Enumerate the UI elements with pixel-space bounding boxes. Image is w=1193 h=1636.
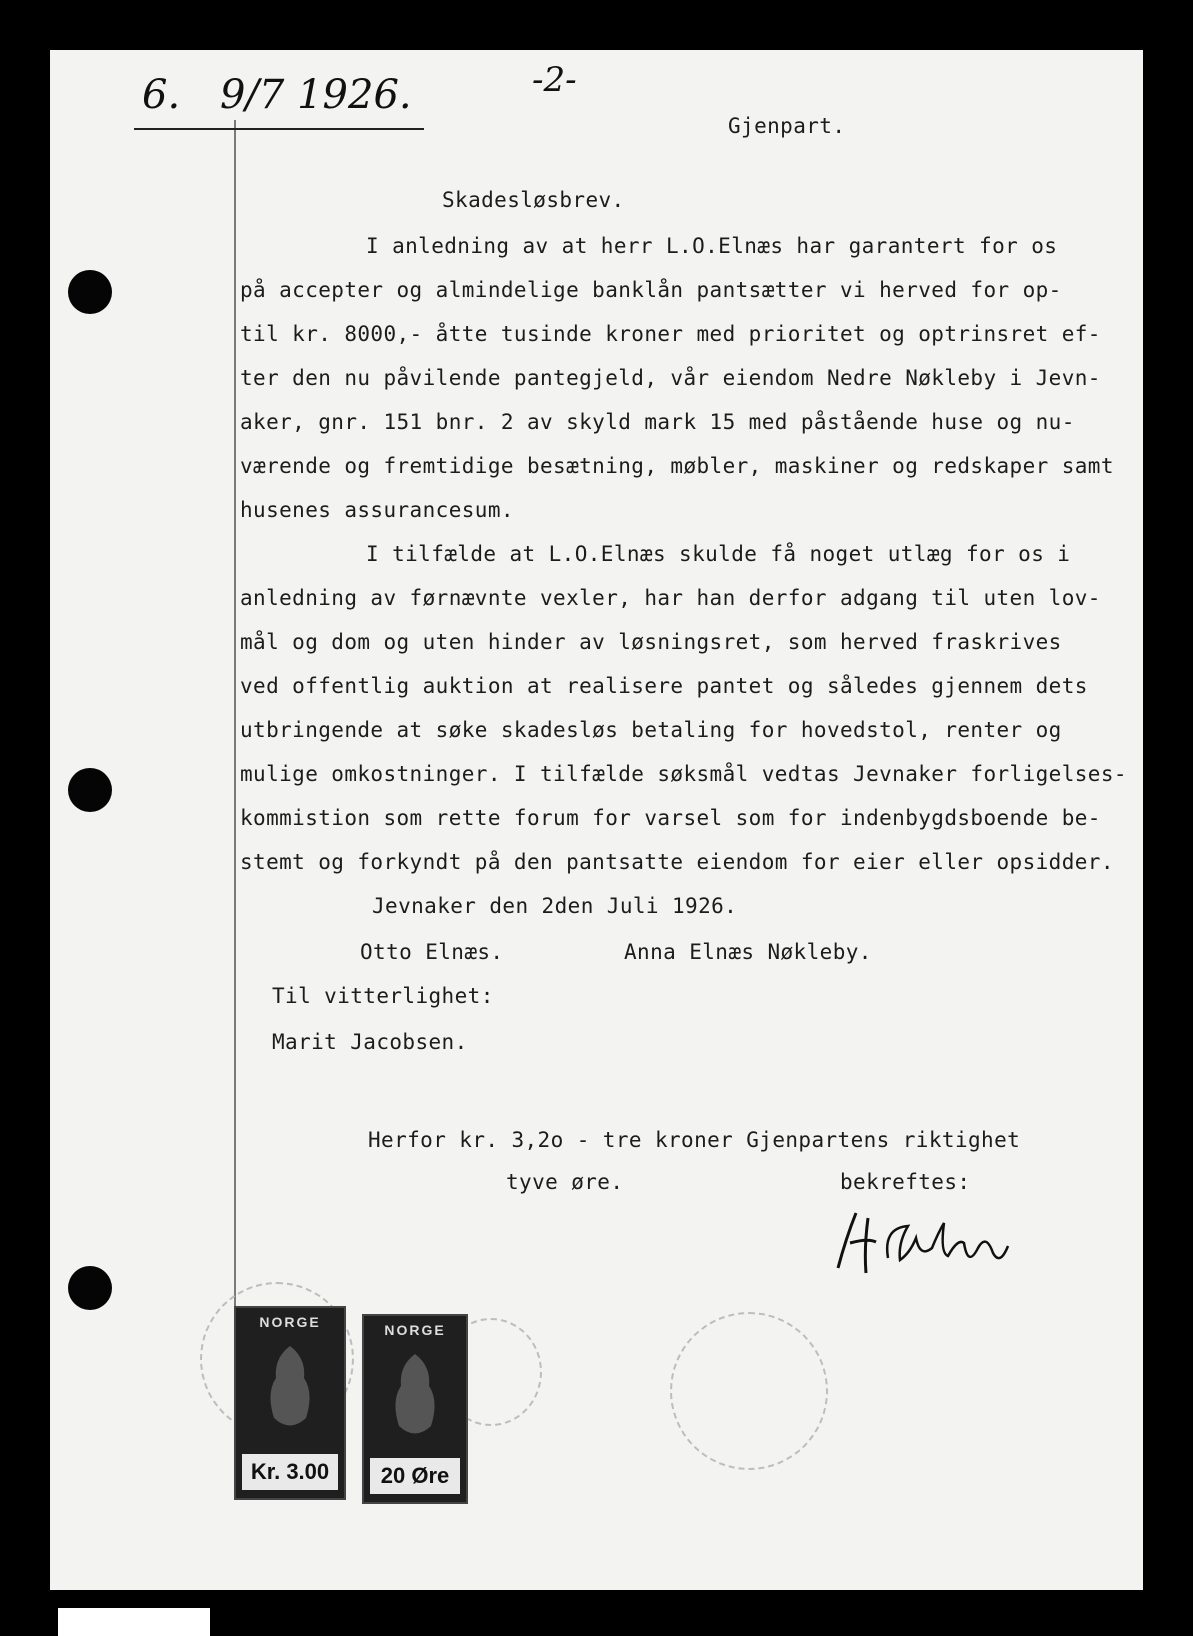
signer-2: Anna Elnæs Nøkleby.: [624, 940, 872, 964]
revenue-stamp: [362, 1314, 468, 1504]
stamp-country: NORGE: [384, 1322, 446, 1338]
date-underline: [134, 128, 424, 130]
paragraph-line: utbringende at søke skadesløs betaling for hovedstol, renter og: [240, 718, 1062, 742]
paragraph-line: ter den nu påvilende pantegjeld, vår eiendom Nedre Nøkleby i Jevn-: [240, 366, 1101, 390]
fee-line: Herfor kr. 3,2o - tre kroner Gjenpartens riktighet: [368, 1128, 1021, 1152]
punch-hole: [68, 768, 112, 812]
place-date: Jevnaker den 2den Juli 1926.: [372, 894, 738, 918]
stamp-value: 20 Øre: [370, 1458, 460, 1494]
paragraph-line: mål og dom og uten hinder av løsningsret, som herved fraskrives: [240, 630, 1062, 654]
revenue-stamp: [234, 1306, 346, 1500]
fee-amount-words: tyve øre.: [506, 1170, 624, 1194]
signer-1: Otto Elnæs.: [360, 940, 504, 964]
punch-hole: [68, 270, 112, 314]
lion-emblem-icon: [382, 1346, 448, 1446]
paragraph-line: I tilfælde at L.O.Elnæs skulde få noget utlæg for os i: [366, 542, 1071, 566]
witness-name: Marit Jacobsen.: [272, 1030, 468, 1054]
entry-number: 6.: [142, 72, 181, 118]
paragraph-line: anledning av førnævnte vexler, har han derfor adgang til uten lov-: [240, 586, 1101, 610]
stamp-country: NORGE: [259, 1314, 321, 1330]
handwritten-date: 9/7 1926.: [220, 72, 412, 118]
paragraph-line: kommistion som rette forum for varsel som for indenbygdsboende be-: [240, 806, 1101, 830]
paragraph-line: værende og fremtidige besætning, møbler, maskiner og redskaper samt: [240, 454, 1114, 478]
document-title: Skadesløsbrev.: [442, 188, 625, 212]
paragraph-line: ved offentlig auktion at realisere pantet og således gjennem dets: [240, 674, 1088, 698]
paragraph-line: I anledning av at herr L.O.Elnæs har garantert for os: [366, 234, 1058, 258]
lion-emblem-icon: [256, 1338, 324, 1438]
punch-hole: [68, 1266, 112, 1310]
scan-label-box: [58, 1608, 210, 1636]
paragraph-line: aker, gnr. 151 bnr. 2 av skyld mark 15 med påstående huse og nu-: [240, 410, 1075, 434]
document-page: [50, 50, 1143, 1590]
paragraph-line: til kr. 8000,- åtte tusinde kroner med prioritet og optrinsret ef-: [240, 322, 1101, 346]
margin-line: [234, 120, 236, 1340]
seal-impression: [670, 1312, 828, 1470]
paragraph-line: stemt og forkyndt på den pantsatte eiendom for eier eller opsidder.: [240, 850, 1114, 874]
page-mark: -2-: [532, 60, 577, 100]
paragraph-line: mulige omkostninger. I tilfælde søksmål vedtas Jevnaker forligelses-: [240, 762, 1127, 786]
paragraph-line: på accepter og almindelige banklån pantsætter vi herved for op-: [240, 278, 1062, 302]
witness-label: Til vitterlighet:: [272, 984, 494, 1008]
paragraph-line: husenes assurancesum.: [240, 498, 514, 522]
stamp-value: Kr. 3.00: [242, 1454, 338, 1490]
confirm-label: bekreftes:: [840, 1170, 971, 1194]
copy-label: Gjenpart.: [728, 114, 846, 138]
handwritten-signature: [828, 1198, 1028, 1288]
